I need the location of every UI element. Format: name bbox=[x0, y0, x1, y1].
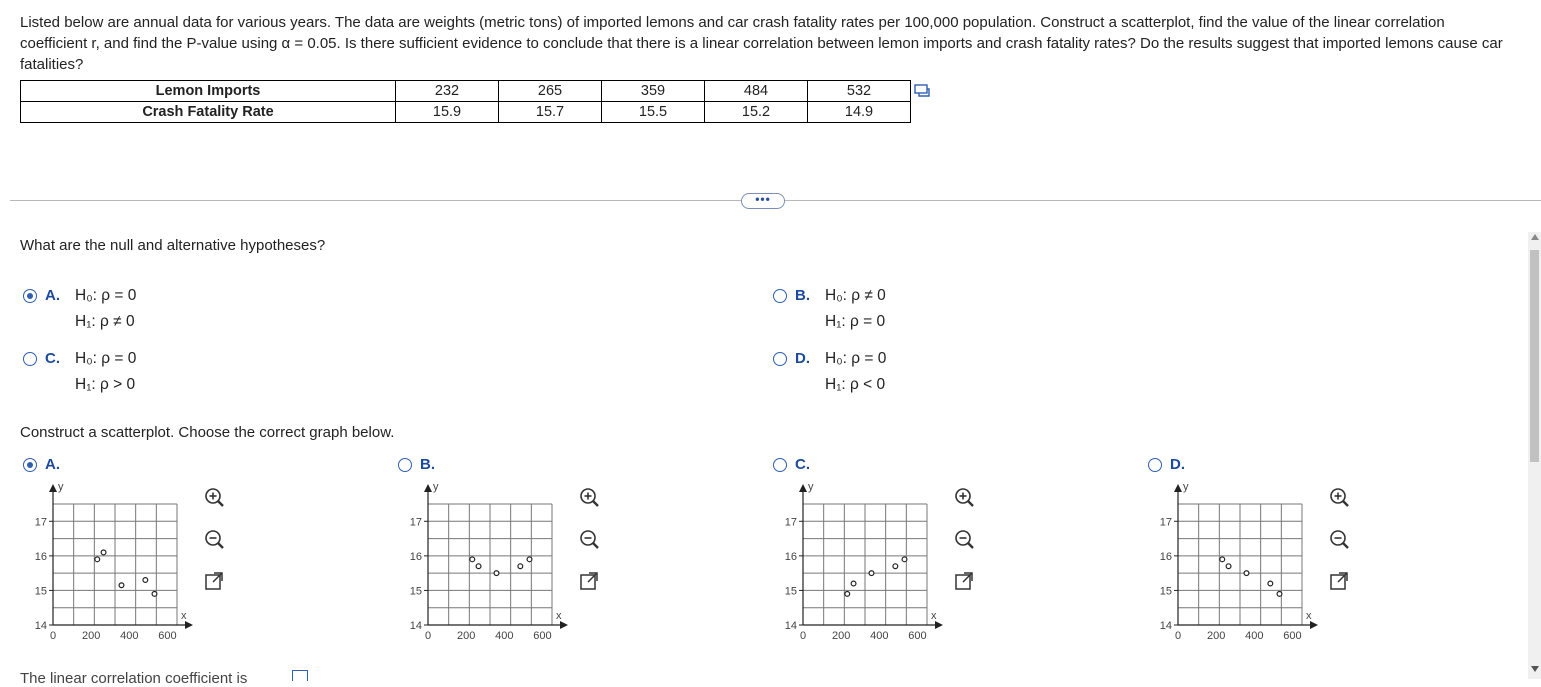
table-cell: 15.7 bbox=[499, 102, 602, 123]
open-new-window-icon[interactable] bbox=[1328, 570, 1350, 592]
null-hypothesis: H₀: ρ = 0 bbox=[825, 350, 887, 367]
data-point bbox=[869, 571, 874, 576]
answer-box[interactable] bbox=[292, 670, 308, 681]
alt-hypothesis: H₁: ρ = 0 bbox=[825, 313, 886, 330]
data-point bbox=[95, 557, 100, 562]
x-axis-arrow bbox=[185, 621, 193, 629]
radio-button[interactable] bbox=[773, 458, 787, 472]
x-tick-label: 600 bbox=[158, 630, 177, 642]
data-point bbox=[527, 557, 532, 562]
option-letter: A. bbox=[45, 456, 60, 473]
data-point bbox=[1220, 557, 1225, 562]
y-axis-arrow bbox=[424, 484, 432, 492]
alt-hypothesis: H₁: ρ > 0 bbox=[75, 376, 136, 393]
truncated-question: The linear correlation coefficient is bbox=[20, 670, 248, 687]
scrollbar-thumb[interactable] bbox=[1530, 250, 1539, 462]
y-tick-label: 14 bbox=[34, 620, 47, 632]
plot-grid bbox=[1178, 504, 1302, 625]
zoom-in-icon[interactable] bbox=[203, 486, 225, 508]
table-cell: 484 bbox=[705, 81, 808, 102]
zoom-out-icon[interactable] bbox=[953, 528, 975, 550]
radio-button[interactable] bbox=[23, 289, 37, 303]
y-axis-arrow bbox=[1174, 484, 1182, 492]
table-cell: 15.9 bbox=[396, 102, 499, 123]
radio-button[interactable] bbox=[1148, 458, 1162, 472]
zoom-in-icon[interactable] bbox=[578, 486, 600, 508]
x-tick-label: 600 bbox=[1283, 630, 1302, 642]
data-table bbox=[20, 80, 911, 123]
y-tick-label: 17 bbox=[784, 516, 797, 529]
x-tick-label: 0 bbox=[799, 630, 807, 642]
null-hypothesis: H₀: ρ = 0 bbox=[75, 350, 137, 367]
alt-hypothesis: H₁: ρ < 0 bbox=[825, 376, 886, 393]
data-point bbox=[893, 564, 898, 569]
zoom-out-icon[interactable] bbox=[203, 528, 225, 550]
copy-data-icon[interactable] bbox=[914, 84, 930, 98]
data-point bbox=[851, 581, 856, 586]
y-tick-label: 17 bbox=[34, 516, 47, 529]
y-tick-label: 14 bbox=[1159, 620, 1172, 632]
graph-option-c[interactable] bbox=[773, 456, 833, 476]
y-tick-label: 15 bbox=[1159, 585, 1172, 598]
radio-button[interactable] bbox=[23, 458, 37, 472]
table-row bbox=[21, 102, 911, 123]
y-tick-label: 14 bbox=[409, 620, 422, 632]
zoom-out-icon[interactable] bbox=[578, 528, 600, 550]
x-tick-label: 0 bbox=[49, 630, 57, 642]
y-tick-label: 16 bbox=[784, 550, 797, 563]
y-tick-label: 15 bbox=[409, 585, 422, 598]
x-tick-label: 0 bbox=[424, 630, 432, 642]
zoom-in-icon[interactable] bbox=[1328, 486, 1350, 508]
more-button-label: ••• bbox=[755, 192, 771, 206]
data-point bbox=[1277, 591, 1282, 596]
x-tick-label: 200 bbox=[1206, 630, 1226, 642]
x-tick-label: 200 bbox=[831, 630, 851, 642]
table-cell: 15.2 bbox=[705, 102, 808, 123]
scatterplot-a bbox=[25, 480, 205, 645]
y-axis-arrow bbox=[799, 484, 807, 492]
option-letter: B. bbox=[795, 287, 810, 304]
scatterplot-c bbox=[775, 480, 955, 645]
option-letter: D. bbox=[1170, 456, 1185, 473]
x-tick-label: 600 bbox=[533, 630, 552, 642]
data-point bbox=[494, 571, 499, 576]
null-hypothesis: H₀: ρ ≠ 0 bbox=[825, 287, 886, 304]
option-letter: D. bbox=[795, 350, 810, 367]
y-tick-label: 16 bbox=[409, 550, 422, 563]
data-point bbox=[518, 564, 523, 569]
expand-more-button[interactable] bbox=[741, 193, 785, 209]
data-point bbox=[845, 591, 850, 596]
y-tick-label: 17 bbox=[1159, 516, 1172, 529]
open-new-window-icon[interactable] bbox=[203, 570, 225, 592]
graph-option-b[interactable] bbox=[398, 456, 458, 476]
data-point bbox=[143, 578, 148, 583]
x-axis-arrow bbox=[935, 621, 943, 629]
question-scatterplot: Construct a scatterplot. Choose the correct graph below. bbox=[20, 424, 395, 441]
radio-button[interactable] bbox=[773, 352, 787, 366]
table-cell: 359 bbox=[602, 81, 705, 102]
y-axis-arrow bbox=[49, 484, 57, 492]
table-cell: 14.9 bbox=[808, 102, 911, 123]
data-point bbox=[1226, 564, 1231, 569]
plot-grid bbox=[53, 504, 177, 625]
x-tick-label: 400 bbox=[870, 630, 889, 642]
table-cell: 232 bbox=[396, 81, 499, 102]
x-axis-arrow bbox=[1310, 621, 1318, 629]
option-letter: B. bbox=[420, 456, 435, 473]
row-label: Crash Fatality Rate bbox=[21, 102, 396, 123]
radio-button[interactable] bbox=[398, 458, 412, 472]
zoom-in-icon[interactable] bbox=[953, 486, 975, 508]
scatterplot-b bbox=[400, 480, 580, 645]
hyp-option-c[interactable] bbox=[23, 350, 223, 400]
y-tick-label: 15 bbox=[784, 585, 797, 598]
question-hypotheses: What are the null and alternative hypotheses? bbox=[20, 237, 326, 254]
hyp-option-d[interactable] bbox=[773, 350, 973, 400]
table-cell: 265 bbox=[499, 81, 602, 102]
data-point bbox=[119, 583, 124, 588]
option-letter: A. bbox=[45, 287, 60, 304]
y-axis-label: y bbox=[808, 481, 814, 493]
graph-option-d[interactable] bbox=[1148, 456, 1208, 476]
data-point bbox=[152, 591, 157, 596]
alt-hypothesis: H₁: ρ ≠ 0 bbox=[75, 313, 135, 330]
x-tick-label: 600 bbox=[908, 630, 927, 642]
y-tick-label: 15 bbox=[34, 585, 47, 598]
x-tick-label: 400 bbox=[120, 630, 139, 642]
open-new-window-icon[interactable] bbox=[953, 570, 975, 592]
x-axis-arrow bbox=[560, 621, 568, 629]
y-tick-label: 14 bbox=[784, 620, 797, 632]
option-letter: C. bbox=[795, 456, 810, 473]
y-tick-label: 17 bbox=[409, 516, 422, 529]
hyp-option-a[interactable] bbox=[23, 287, 223, 337]
radio-button[interactable] bbox=[23, 352, 37, 366]
table-cell: 15.5 bbox=[602, 102, 705, 123]
y-axis-label: y bbox=[1183, 481, 1189, 493]
data-point bbox=[1244, 571, 1249, 576]
y-tick-label: 16 bbox=[34, 550, 47, 563]
y-axis-label: y bbox=[433, 481, 439, 493]
y-tick-label: 16 bbox=[1159, 550, 1172, 563]
x-axis-label: x bbox=[181, 610, 187, 622]
scroll-down-arrow-icon[interactable] bbox=[1531, 666, 1539, 672]
radio-button[interactable] bbox=[773, 289, 787, 303]
zoom-out-icon[interactable] bbox=[1328, 528, 1350, 550]
x-tick-label: 200 bbox=[81, 630, 101, 642]
scroll-up-arrow-icon[interactable] bbox=[1531, 234, 1539, 240]
plot-grid bbox=[803, 504, 927, 625]
graph-option-a[interactable] bbox=[23, 456, 83, 476]
table-cell: 532 bbox=[808, 81, 911, 102]
data-point bbox=[1268, 581, 1273, 586]
x-axis-label: x bbox=[931, 610, 937, 622]
x-axis-label: x bbox=[1306, 610, 1312, 622]
x-tick-label: 400 bbox=[1245, 630, 1264, 642]
data-point bbox=[470, 557, 475, 562]
option-letter: C. bbox=[45, 350, 60, 367]
data-point bbox=[101, 550, 106, 555]
x-tick-label: 200 bbox=[456, 630, 476, 642]
problem-statement: Listed below are annual data for various years. The data are weights (metric tons) of imported lemons and car crash fatality rates per 100,000 population. Construct a scatterplot, find the value of the linear correlation coefficient r, and find the P-value using α = 0.05. Is there sufficient evidence to conclude that there is a linear correlation between lemon imports and crash fatality rates? Do the results suggest that imported lemons cause car fatalities? bbox=[20, 14, 1503, 73]
hyp-option-b[interactable] bbox=[773, 287, 973, 337]
plot-grid bbox=[428, 504, 552, 625]
null-hypothesis: H₀: ρ = 0 bbox=[75, 287, 137, 304]
data-point bbox=[902, 557, 907, 562]
scatterplot-d bbox=[1150, 480, 1330, 645]
x-axis-label: x bbox=[556, 610, 562, 622]
table-row bbox=[21, 81, 911, 102]
x-tick-label: 400 bbox=[495, 630, 514, 642]
data-point bbox=[476, 564, 481, 569]
row-label: Lemon Imports bbox=[21, 81, 396, 102]
open-new-window-icon[interactable] bbox=[578, 570, 600, 592]
x-tick-label: 0 bbox=[1174, 630, 1182, 642]
y-axis-label: y bbox=[58, 481, 64, 493]
